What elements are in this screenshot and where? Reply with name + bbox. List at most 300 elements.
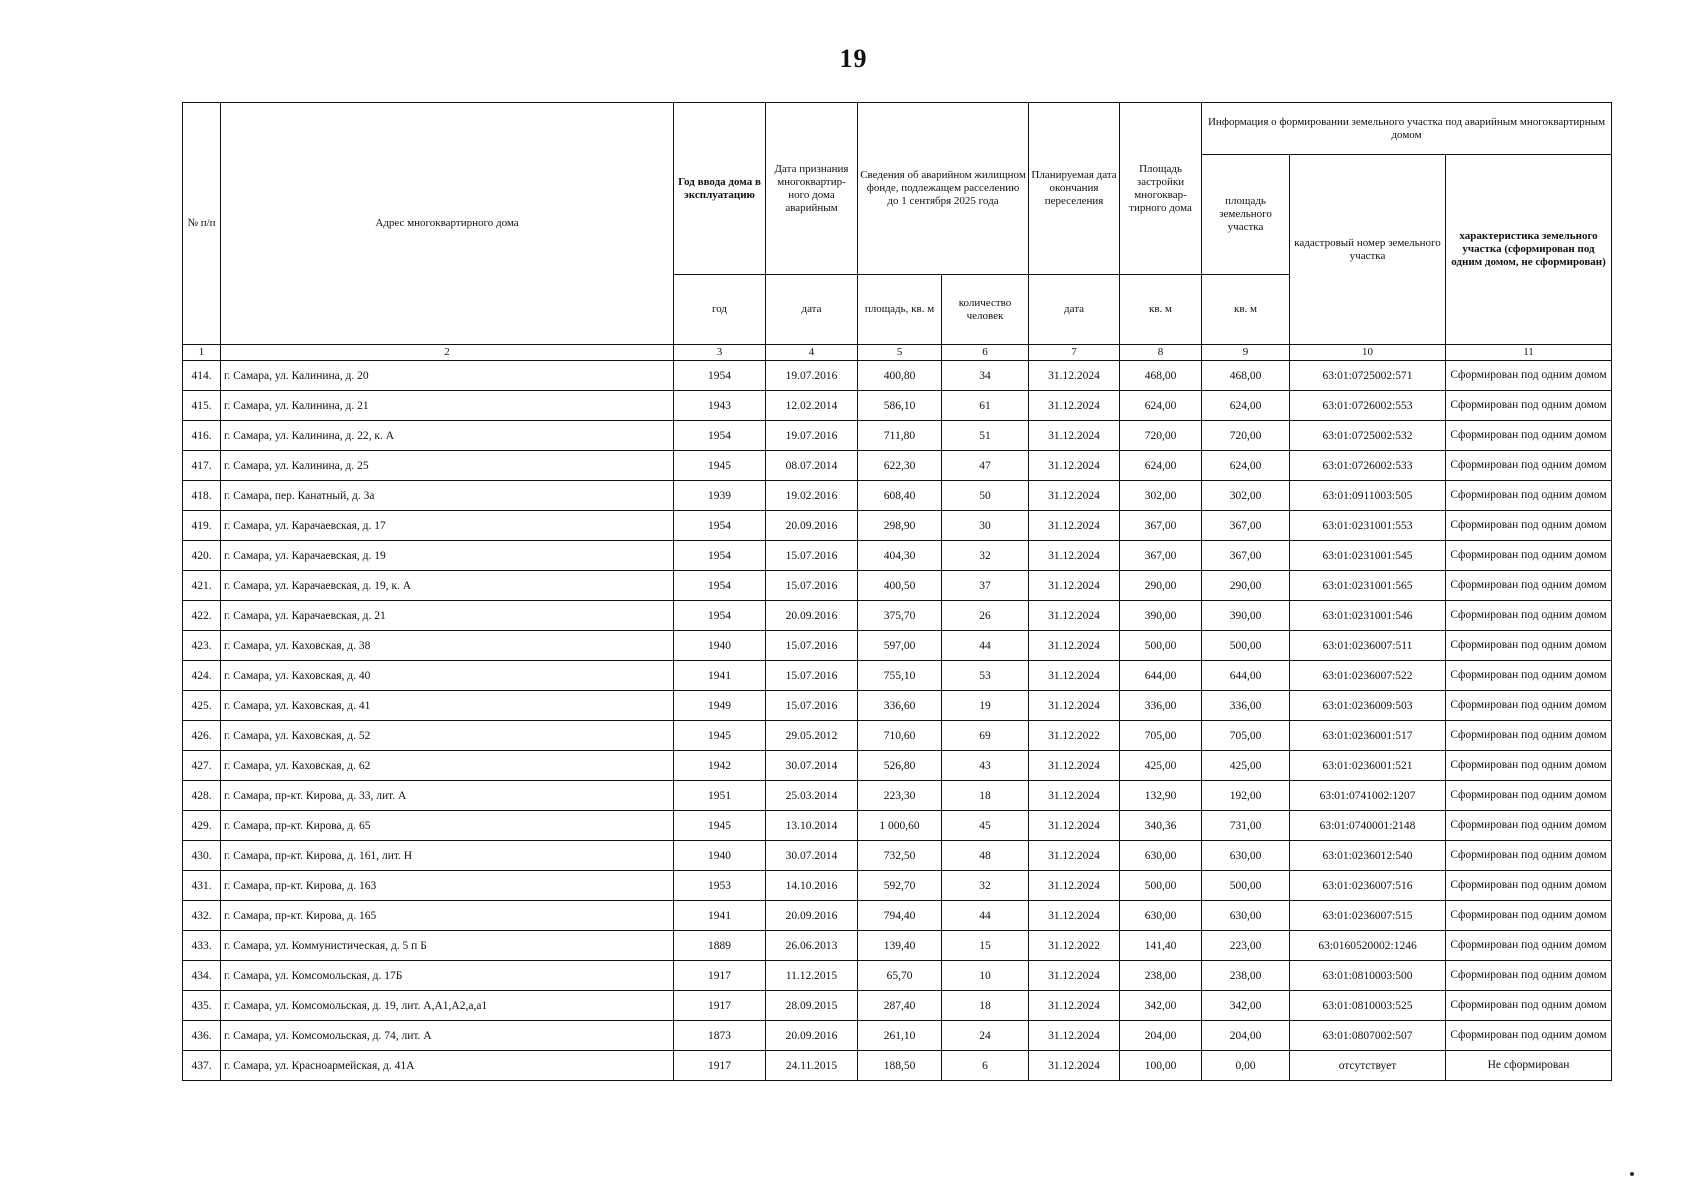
date-emergency: 15.07.2016 xyxy=(766,631,858,661)
row-number: 425. xyxy=(183,691,221,721)
address: г. Самара, ул. Карачаевская, д. 19 xyxy=(221,541,674,571)
address: г. Самара, ул. Калинина, д. 20 xyxy=(221,361,674,391)
cadastral-number: 63:01:0725002:571 xyxy=(1290,361,1446,391)
people-count: 47 xyxy=(942,451,1029,481)
unit-area: площадь, кв. м xyxy=(858,275,942,345)
planned-date: 31.12.2024 xyxy=(1029,631,1120,661)
row-number: 422. xyxy=(183,601,221,631)
column-number: 10 xyxy=(1290,345,1446,361)
year-built: 1940 xyxy=(674,841,766,871)
planned-date: 31.12.2022 xyxy=(1029,931,1120,961)
cadastral-number: 63:01:0236012:540 xyxy=(1290,841,1446,871)
address: г. Самара, ул. Каховская, д. 40 xyxy=(221,661,674,691)
date-emergency: 30.07.2014 xyxy=(766,751,858,781)
planned-date: 31.12.2024 xyxy=(1029,451,1120,481)
fund-area: 400,80 xyxy=(858,361,942,391)
column-number: 3 xyxy=(674,345,766,361)
planned-date: 31.12.2024 xyxy=(1029,811,1120,841)
built-area: 468,00 xyxy=(1120,361,1202,391)
cadastral-number: 63:01:0236009:503 xyxy=(1290,691,1446,721)
planned-date: 31.12.2024 xyxy=(1029,481,1120,511)
land-characteristic: Сформирован под одним домом xyxy=(1446,721,1612,751)
unit-date: дата xyxy=(766,275,858,345)
land-area: 624,00 xyxy=(1202,391,1290,421)
date-emergency: 08.07.2014 xyxy=(766,451,858,481)
column-number: 11 xyxy=(1446,345,1612,361)
row-number: 430. xyxy=(183,841,221,871)
year-built: 1954 xyxy=(674,571,766,601)
date-emergency: 19.07.2016 xyxy=(766,361,858,391)
table-row xyxy=(183,931,1612,961)
land-characteristic: Сформирован под одним домом xyxy=(1446,451,1612,481)
row-number: 428. xyxy=(183,781,221,811)
address: г. Самара, ул. Калинина, д. 22, к. А xyxy=(221,421,674,451)
cadastral-number: 63:01:0807002:507 xyxy=(1290,1021,1446,1051)
table-row xyxy=(183,721,1612,751)
fund-area: 298,90 xyxy=(858,511,942,541)
land-area: 336,00 xyxy=(1202,691,1290,721)
table-row xyxy=(183,421,1612,451)
people-count: 18 xyxy=(942,991,1029,1021)
row-number: 429. xyxy=(183,811,221,841)
address: г. Самара, пр-кт. Кирова, д. 165 xyxy=(221,901,674,931)
fund-area: 592,70 xyxy=(858,871,942,901)
planned-date: 31.12.2024 xyxy=(1029,1021,1120,1051)
people-count: 10 xyxy=(942,961,1029,991)
land-characteristic: Сформирован под одним домом xyxy=(1446,961,1612,991)
planned-date: 31.12.2024 xyxy=(1029,871,1120,901)
row-number: 436. xyxy=(183,1021,221,1051)
fund-area: 223,30 xyxy=(858,781,942,811)
people-count: 6 xyxy=(942,1051,1029,1081)
address: г. Самара, ул. Калинина, д. 21 xyxy=(221,391,674,421)
fund-area: 65,70 xyxy=(858,961,942,991)
table-row xyxy=(183,901,1612,931)
table-row xyxy=(183,991,1612,1021)
date-emergency: 14.10.2016 xyxy=(766,871,858,901)
land-area: 630,00 xyxy=(1202,841,1290,871)
land-area: 290,00 xyxy=(1202,571,1290,601)
date-emergency: 29.05.2012 xyxy=(766,721,858,751)
emergency-housing-table xyxy=(182,102,1612,1081)
built-area: 390,00 xyxy=(1120,601,1202,631)
planned-date: 31.12.2024 xyxy=(1029,901,1120,931)
date-emergency: 25.03.2014 xyxy=(766,781,858,811)
fund-area: 139,40 xyxy=(858,931,942,961)
land-area: 204,00 xyxy=(1202,1021,1290,1051)
land-area: 630,00 xyxy=(1202,901,1290,931)
cadastral-number: 63:01:0231001:545 xyxy=(1290,541,1446,571)
people-count: 34 xyxy=(942,361,1029,391)
land-area: 192,00 xyxy=(1202,781,1290,811)
year-built: 1954 xyxy=(674,361,766,391)
header-date-emergency: Дата признания многоквартир-ного дома аварийным xyxy=(766,103,858,275)
fund-area: 526,80 xyxy=(858,751,942,781)
planned-date: 31.12.2024 xyxy=(1029,571,1120,601)
built-area: 340,36 xyxy=(1120,811,1202,841)
header-land-char: характеристика земельного участка (сформирован под одним домом, не сформирован) xyxy=(1446,155,1612,345)
people-count: 26 xyxy=(942,601,1029,631)
fund-area: 188,50 xyxy=(858,1051,942,1081)
planned-date: 31.12.2024 xyxy=(1029,781,1120,811)
year-built: 1917 xyxy=(674,991,766,1021)
cadastral-number: 63:01:0236001:521 xyxy=(1290,751,1446,781)
table-row xyxy=(183,781,1612,811)
year-built: 1945 xyxy=(674,451,766,481)
people-count: 45 xyxy=(942,811,1029,841)
page-number: 19 xyxy=(839,44,868,73)
year-built: 1954 xyxy=(674,601,766,631)
land-area: 390,00 xyxy=(1202,601,1290,631)
row-number: 424. xyxy=(183,661,221,691)
land-area: 731,00 xyxy=(1202,811,1290,841)
header-address: Адрес многоквартирного дома xyxy=(221,103,674,345)
planned-date: 31.12.2024 xyxy=(1029,841,1120,871)
land-characteristic: Сформирован под одним домом xyxy=(1446,661,1612,691)
people-count: 32 xyxy=(942,541,1029,571)
land-characteristic: Сформирован под одним домом xyxy=(1446,511,1612,541)
people-count: 44 xyxy=(942,631,1029,661)
table-row xyxy=(183,451,1612,481)
date-emergency: 15.07.2016 xyxy=(766,691,858,721)
date-emergency: 30.07.2014 xyxy=(766,841,858,871)
planned-date: 31.12.2022 xyxy=(1029,721,1120,751)
built-area: 302,00 xyxy=(1120,481,1202,511)
land-area: 342,00 xyxy=(1202,991,1290,1021)
table-row xyxy=(183,631,1612,661)
planned-date: 31.12.2024 xyxy=(1029,991,1120,1021)
land-characteristic: Сформирован под одним домом xyxy=(1446,781,1612,811)
cadastral-number: 63:01:0236007:522 xyxy=(1290,661,1446,691)
year-built: 1953 xyxy=(674,871,766,901)
built-area: 705,00 xyxy=(1120,721,1202,751)
people-count: 48 xyxy=(942,841,1029,871)
row-number: 414. xyxy=(183,361,221,391)
row-number: 432. xyxy=(183,901,221,931)
built-area: 425,00 xyxy=(1120,751,1202,781)
table-row xyxy=(183,361,1612,391)
people-count: 15 xyxy=(942,931,1029,961)
cadastral-number: отсутствует xyxy=(1290,1051,1446,1081)
land-characteristic: Сформирован под одним домом xyxy=(1446,991,1612,1021)
people-count: 32 xyxy=(942,871,1029,901)
fund-area: 711,80 xyxy=(858,421,942,451)
year-built: 1954 xyxy=(674,421,766,451)
table-row xyxy=(183,871,1612,901)
fund-area: 710,60 xyxy=(858,721,942,751)
land-characteristic: Сформирован под одним домом xyxy=(1446,541,1612,571)
land-characteristic: Сформирован под одним домом xyxy=(1446,601,1612,631)
cadastral-number: 63:01:0741002:1207 xyxy=(1290,781,1446,811)
address: г. Самара, ул. Комсомольская, д. 74, лит. А xyxy=(221,1021,674,1051)
table-row xyxy=(183,841,1612,871)
land-characteristic: Сформирован под одним домом xyxy=(1446,1021,1612,1051)
address: г. Самара, пр-кт. Кирова, д. 33, лит. А xyxy=(221,781,674,811)
address: г. Самара, ул. Комсомольская, д. 17Б xyxy=(221,961,674,991)
people-count: 53 xyxy=(942,661,1029,691)
table-row xyxy=(183,1021,1612,1051)
built-area: 100,00 xyxy=(1120,1051,1202,1081)
date-emergency: 13.10.2014 xyxy=(766,811,858,841)
date-emergency: 20.09.2016 xyxy=(766,1021,858,1051)
land-area: 720,00 xyxy=(1202,421,1290,451)
fund-area: 794,40 xyxy=(858,901,942,931)
unit-people: количество человек xyxy=(942,275,1029,345)
fund-area: 287,40 xyxy=(858,991,942,1021)
address: г. Самара, ул. Карачаевская, д. 17 xyxy=(221,511,674,541)
fund-area: 1 000,60 xyxy=(858,811,942,841)
row-number: 427. xyxy=(183,751,221,781)
year-built: 1940 xyxy=(674,631,766,661)
fund-area: 597,00 xyxy=(858,631,942,661)
people-count: 51 xyxy=(942,421,1029,451)
date-emergency: 20.09.2016 xyxy=(766,511,858,541)
built-area: 630,00 xyxy=(1120,841,1202,871)
unit-sqm2: кв. м xyxy=(1202,275,1290,345)
year-built: 1945 xyxy=(674,811,766,841)
year-built: 1941 xyxy=(674,661,766,691)
land-area: 367,00 xyxy=(1202,511,1290,541)
built-area: 367,00 xyxy=(1120,541,1202,571)
land-characteristic: Сформирован под одним домом xyxy=(1446,871,1612,901)
row-number: 415. xyxy=(183,391,221,421)
fund-area: 261,10 xyxy=(858,1021,942,1051)
date-emergency: 11.12.2015 xyxy=(766,961,858,991)
table-row xyxy=(183,511,1612,541)
column-number: 8 xyxy=(1120,345,1202,361)
fund-area: 400,50 xyxy=(858,571,942,601)
people-count: 18 xyxy=(942,781,1029,811)
column-number: 1 xyxy=(183,345,221,361)
date-emergency: 15.07.2016 xyxy=(766,571,858,601)
fund-area: 586,10 xyxy=(858,391,942,421)
address: г. Самара, пер. Канатный, д. 3а xyxy=(221,481,674,511)
cadastral-number: 63:01:0236007:515 xyxy=(1290,901,1446,931)
cadastral-number: 63:01:0740001:2148 xyxy=(1290,811,1446,841)
row-number: 417. xyxy=(183,451,221,481)
date-emergency: 15.07.2016 xyxy=(766,541,858,571)
year-built: 1951 xyxy=(674,781,766,811)
row-number: 420. xyxy=(183,541,221,571)
table-row xyxy=(183,601,1612,631)
cadastral-number: 63:01:0911003:505 xyxy=(1290,481,1446,511)
land-area: 500,00 xyxy=(1202,871,1290,901)
address: г. Самара, ул. Красноармейская, д. 41А xyxy=(221,1051,674,1081)
land-area: 500,00 xyxy=(1202,631,1290,661)
header-cadastral: кадастровый номер земельного участка xyxy=(1290,155,1446,345)
fund-area: 732,50 xyxy=(858,841,942,871)
address: г. Самара, пр-кт. Кирова, д. 65 xyxy=(221,811,674,841)
unit-sqm: кв. м xyxy=(1120,275,1202,345)
year-built: 1917 xyxy=(674,1051,766,1081)
year-built: 1954 xyxy=(674,541,766,571)
built-area: 141,40 xyxy=(1120,931,1202,961)
table-row xyxy=(183,571,1612,601)
land-area: 468,00 xyxy=(1202,361,1290,391)
land-characteristic: Сформирован под одним домом xyxy=(1446,931,1612,961)
year-built: 1873 xyxy=(674,1021,766,1051)
land-characteristic: Сформирован под одним домом xyxy=(1446,631,1612,661)
land-characteristic: Сформирован под одним домом xyxy=(1446,391,1612,421)
land-characteristic: Не сформирован xyxy=(1446,1051,1612,1081)
land-characteristic: Сформирован под одним домом xyxy=(1446,691,1612,721)
fund-area: 755,10 xyxy=(858,661,942,691)
address: г. Самара, пр-кт. Кирова, д. 163 xyxy=(221,871,674,901)
built-area: 367,00 xyxy=(1120,511,1202,541)
unit-year: год xyxy=(674,275,766,345)
row-number: 437. xyxy=(183,1051,221,1081)
address: г. Самара, ул. Каховская, д. 52 xyxy=(221,721,674,751)
header-land-info: Информация о формировании земельного участка под аварийным многоквартирным домом xyxy=(1202,103,1612,155)
land-characteristic: Сформирован под одним домом xyxy=(1446,421,1612,451)
table-row xyxy=(183,391,1612,421)
cadastral-number: 63:01:0236001:517 xyxy=(1290,721,1446,751)
column-number: 4 xyxy=(766,345,858,361)
cadastral-number: 63:01:0725002:532 xyxy=(1290,421,1446,451)
cadastral-number: 63:01:0726002:553 xyxy=(1290,391,1446,421)
address: г. Самара, ул. Карачаевская, д. 21 xyxy=(221,601,674,631)
planned-date: 31.12.2024 xyxy=(1029,691,1120,721)
land-area: 705,00 xyxy=(1202,721,1290,751)
fund-area: 608,40 xyxy=(858,481,942,511)
land-area: 0,00 xyxy=(1202,1051,1290,1081)
land-characteristic: Сформирован под одним домом xyxy=(1446,751,1612,781)
address: г. Самара, ул. Калинина, д. 25 xyxy=(221,451,674,481)
table-row xyxy=(183,751,1612,781)
people-count: 61 xyxy=(942,391,1029,421)
planned-date: 31.12.2024 xyxy=(1029,661,1120,691)
date-emergency: 19.07.2016 xyxy=(766,421,858,451)
unit-date2: дата xyxy=(1029,275,1120,345)
table-row xyxy=(183,691,1612,721)
row-number: 434. xyxy=(183,961,221,991)
year-built: 1917 xyxy=(674,961,766,991)
year-built: 1943 xyxy=(674,391,766,421)
people-count: 19 xyxy=(942,691,1029,721)
planned-date: 31.12.2024 xyxy=(1029,541,1120,571)
date-emergency: 12.02.2014 xyxy=(766,391,858,421)
year-built: 1889 xyxy=(674,931,766,961)
cadastral-number: 63:01:0236007:516 xyxy=(1290,871,1446,901)
column-numbers-row xyxy=(183,345,1612,361)
built-area: 624,00 xyxy=(1120,391,1202,421)
header-land-area: площадь земельного участка xyxy=(1202,155,1290,275)
land-characteristic: Сформирован под одним домом xyxy=(1446,901,1612,931)
address: г. Самара, пр-кт. Кирова, д. 161, лит. Н xyxy=(221,841,674,871)
people-count: 24 xyxy=(942,1021,1029,1051)
land-characteristic: Сформирован под одним домом xyxy=(1446,361,1612,391)
year-built: 1954 xyxy=(674,511,766,541)
cadastral-number: 63:01:0231001:565 xyxy=(1290,571,1446,601)
column-number: 7 xyxy=(1029,345,1120,361)
year-built: 1942 xyxy=(674,751,766,781)
cadastral-number: 63:01:0231001:553 xyxy=(1290,511,1446,541)
built-area: 630,00 xyxy=(1120,901,1202,931)
cadastral-number: 63:01:0231001:546 xyxy=(1290,601,1446,631)
table-row xyxy=(183,481,1612,511)
row-number: 416. xyxy=(183,421,221,451)
date-emergency: 19.02.2016 xyxy=(766,481,858,511)
cadastral-number: 63:01:0810003:500 xyxy=(1290,961,1446,991)
land-area: 425,00 xyxy=(1202,751,1290,781)
cadastral-number: 63:01:0236007:511 xyxy=(1290,631,1446,661)
land-characteristic: Сформирован под одним домом xyxy=(1446,481,1612,511)
header-fund-info: Сведения об аварийном жилищном фонде, подлежащем расселению до 1 сентября 2025 года xyxy=(858,103,1029,275)
row-number: 435. xyxy=(183,991,221,1021)
address: г. Самара, ул. Коммунистическая, д. 5 п Б xyxy=(221,931,674,961)
table-row xyxy=(183,661,1612,691)
cadastral-number: 63:01:0810003:525 xyxy=(1290,991,1446,1021)
table-row xyxy=(183,541,1612,571)
planned-date: 31.12.2024 xyxy=(1029,361,1120,391)
fund-area: 622,30 xyxy=(858,451,942,481)
row-number: 433. xyxy=(183,931,221,961)
built-area: 204,00 xyxy=(1120,1021,1202,1051)
people-count: 69 xyxy=(942,721,1029,751)
built-area: 644,00 xyxy=(1120,661,1202,691)
planned-date: 31.12.2024 xyxy=(1029,961,1120,991)
column-number: 9 xyxy=(1202,345,1290,361)
land-characteristic: Сформирован под одним домом xyxy=(1446,841,1612,871)
planned-date: 31.12.2024 xyxy=(1029,751,1120,781)
table-row xyxy=(183,961,1612,991)
built-area: 336,00 xyxy=(1120,691,1202,721)
built-area: 132,90 xyxy=(1120,781,1202,811)
land-characteristic: Сформирован под одним домом xyxy=(1446,571,1612,601)
date-emergency: 28.09.2015 xyxy=(766,991,858,1021)
date-emergency: 26.06.2013 xyxy=(766,931,858,961)
built-area: 500,00 xyxy=(1120,871,1202,901)
year-built: 1945 xyxy=(674,721,766,751)
row-number: 419. xyxy=(183,511,221,541)
fund-area: 404,30 xyxy=(858,541,942,571)
cadastral-number: 63:01:0726002:533 xyxy=(1290,451,1446,481)
people-count: 43 xyxy=(942,751,1029,781)
date-emergency: 20.09.2016 xyxy=(766,601,858,631)
address: г. Самара, ул. Каховская, д. 41 xyxy=(221,691,674,721)
year-built: 1939 xyxy=(674,481,766,511)
address: г. Самара, ул. Каховская, д. 38 xyxy=(221,631,674,661)
row-number: 421. xyxy=(183,571,221,601)
fund-area: 375,70 xyxy=(858,601,942,631)
table-row xyxy=(183,811,1612,841)
land-area: 624,00 xyxy=(1202,451,1290,481)
table-row xyxy=(183,1051,1612,1081)
built-area: 342,00 xyxy=(1120,991,1202,1021)
planned-date: 31.12.2024 xyxy=(1029,421,1120,451)
people-count: 30 xyxy=(942,511,1029,541)
row-number: 423. xyxy=(183,631,221,661)
date-emergency: 15.07.2016 xyxy=(766,661,858,691)
row-number: 418. xyxy=(183,481,221,511)
land-area: 238,00 xyxy=(1202,961,1290,991)
people-count: 50 xyxy=(942,481,1029,511)
date-emergency: 20.09.2016 xyxy=(766,901,858,931)
built-area: 238,00 xyxy=(1120,961,1202,991)
land-area: 223,00 xyxy=(1202,931,1290,961)
planned-date: 31.12.2024 xyxy=(1029,601,1120,631)
column-number: 5 xyxy=(858,345,942,361)
address: г. Самара, ул. Карачаевская, д. 19, к. А xyxy=(221,571,674,601)
scan-speck xyxy=(1630,1172,1634,1176)
address: г. Самара, ул. Комсомольская, д. 19, лит. А,А1,А2,а,а1 xyxy=(221,991,674,1021)
built-area: 290,00 xyxy=(1120,571,1202,601)
people-count: 44 xyxy=(942,901,1029,931)
built-area: 500,00 xyxy=(1120,631,1202,661)
cadastral-number: 63:0160520002:1246 xyxy=(1290,931,1446,961)
row-number: 431. xyxy=(183,871,221,901)
row-number: 426. xyxy=(183,721,221,751)
